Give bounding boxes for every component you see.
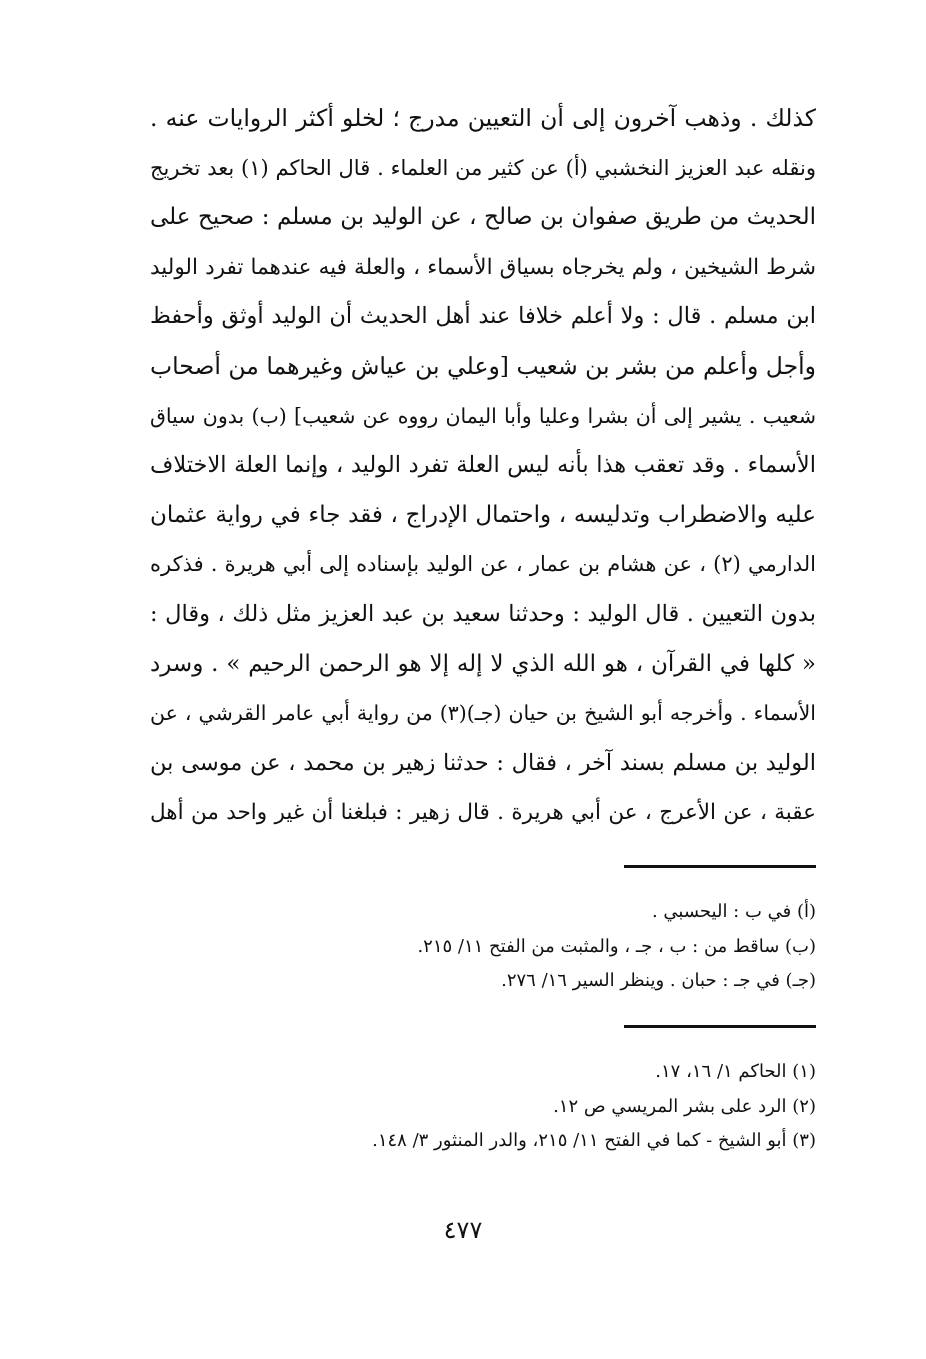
text-line: الوليد بن مسلم بسند آخر ، فقال : حدثنا زهير بن محمد ، عن موسى بن bbox=[150, 749, 816, 776]
text-line: شرط الشيخين ، ولم يخرجاه بسياق الأسماء ، والعلة فيه عندهما تفرد الوليد bbox=[150, 254, 816, 280]
footnote-separator bbox=[624, 865, 816, 868]
text-line: ونقله عبد العزيز النخشبي (أ) عن كثير من العلماء . قال الحاكم (١) بعد تخريج bbox=[150, 155, 816, 180]
text-line: الحديث من طريق صفوان بن صالح ، عن الوليد بن مسلم : صحيح على bbox=[150, 204, 816, 231]
text-line: « كلها في القرآن ، هو الله الذي لا إله إلا هو الرحمن الرحيم » . وسرد bbox=[150, 650, 816, 677]
reference-note: (١) الحاكم ١/ ١٦، ١٧. bbox=[655, 1061, 816, 1082]
variant-notes bbox=[150, 895, 816, 999]
text-line: عقبة ، عن الأعرج ، عن أبي هريرة . قال زهير : فبلغنا أن غير واحد من أهل bbox=[150, 800, 816, 826]
page-number: ٤٧٧ bbox=[443, 1216, 483, 1244]
text-line: بدون التعيين . قال الوليد : وحدثنا سعيد بن عبد العزيز مثل ذلك ، وقال : bbox=[150, 600, 816, 627]
text-line: الأسماء . وقد تعقب هذا بأنه ليس العلة تفرد الوليد ، وإنما العلة الاختلاف bbox=[150, 452, 816, 479]
reference-note: (٢) الرد على بشر المريسي ص ١٢. bbox=[553, 1095, 816, 1117]
variant-note: (جـ) في جـ : حبان . وينظر السير ١٦/ ٢٧٦. bbox=[501, 970, 816, 991]
variant-note: (أ) في ب : اليحسبي . bbox=[651, 901, 816, 922]
text-line: الأسماء . وأخرجه أبو الشيخ بن حيان (جـ)(٣) من رواية أبي عامر القرشي ، عن bbox=[150, 701, 816, 726]
text-line: شعيب . يشير إلى أن بشرا وعليا وأبا اليمان رووه عن شعيب] (ب) بدون سياق bbox=[150, 403, 816, 428]
text-line: الدارمي (٢) ، عن هشام بن عمار ، عن الوليد بإسناده إلى أبي هريرة . فذكره bbox=[150, 552, 816, 577]
text-line: كذلك . وذهب آخرون إلى أن التعيين مدرج ؛ لخلو أكثر الروايات عنه . bbox=[150, 104, 816, 132]
reference-note: (٣) أبو الشيخ - كما في الفتح ١١/ ٢١٥، والدر المنثور ٣/ ١٤٨. bbox=[372, 1130, 816, 1151]
variant-note: (ب) ساقط من : ب ، جـ ، والمثبت من الفتح ١١/ ٢١٥. bbox=[417, 935, 816, 957]
reference-notes bbox=[150, 1055, 816, 1159]
main-text bbox=[150, 94, 816, 838]
footnote-separator bbox=[624, 1025, 816, 1028]
text-line: عليه والاضطراب وتدليسه ، واحتمال الإدراج ، فقد جاء في رواية عثمان bbox=[150, 501, 816, 528]
text-line: ابن مسلم . قال : ولا أعلم خلافا عند أهل الحديث أن الوليد أوثق وأحفظ bbox=[150, 303, 816, 330]
text-line: وأجل وأعلم من بشر بن شعيب [وعلي بن عياش وغيرهما من أصحاب bbox=[150, 351, 816, 380]
